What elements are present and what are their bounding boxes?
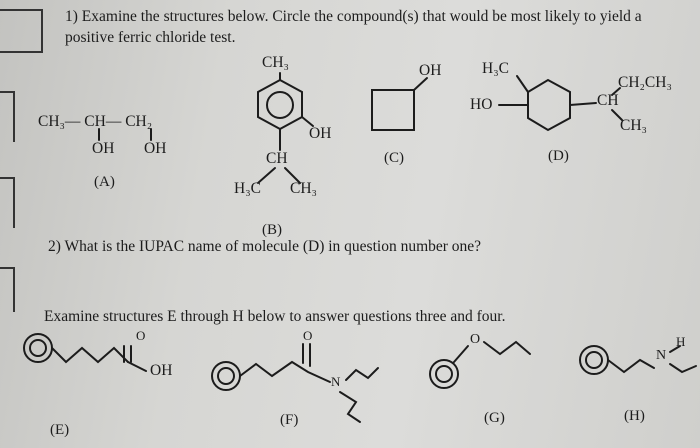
struct-f-n-ethyl <box>340 392 360 422</box>
struct-c-bond-oh <box>414 78 427 90</box>
instruction-e-through-h: Examine structures E through H below to answer questions three and four. <box>44 308 506 325</box>
struct-h-bond-h <box>670 346 680 352</box>
struct-e-aromatic-circle <box>30 340 46 356</box>
struct-f-n-propyl <box>346 368 378 380</box>
question-1-line-2: positive ferric chloride test. <box>65 29 236 46</box>
struct-h-aromatic-circle <box>586 352 602 368</box>
struct-b-bond-right <box>285 168 300 183</box>
struct-f-aromatic-circle <box>218 368 234 384</box>
struct-g-o: O <box>470 332 481 347</box>
struct-c-oh: OH <box>419 62 442 79</box>
struct-a-chain: CH₃— CH— CH₂ <box>38 113 153 130</box>
struct-e-oh: OH <box>150 362 173 379</box>
struct-d-bond-methyl <box>612 110 622 120</box>
struct-b-ch3-top: CH₃ <box>262 54 289 71</box>
struct-c-label: (C) <box>384 150 404 166</box>
struct-b-bond-oh <box>302 117 313 126</box>
struct-b-benzene-ring <box>258 80 302 129</box>
struct-f-chain <box>240 362 330 382</box>
struct-d-bond-ch3 <box>517 76 528 92</box>
struct-a-oh-1: OH <box>92 140 115 157</box>
struct-c-ring <box>372 90 414 130</box>
struct-h-label: (H) <box>624 408 645 424</box>
struct-e-o: O <box>136 328 146 343</box>
struct-b-ch: CH <box>266 150 288 167</box>
struct-h-benzene-ring <box>580 346 608 374</box>
struct-b-oh: OH <box>309 125 332 142</box>
struct-b-label: (B) <box>262 222 282 238</box>
struct-d-bond-ch <box>570 103 596 105</box>
struct-d-label: (D) <box>548 148 569 164</box>
struct-h-h: H <box>676 334 686 349</box>
struct-h-chain <box>608 360 654 372</box>
struct-e-benzene-ring <box>24 334 52 362</box>
struct-d-bond-ethyl <box>612 88 620 95</box>
struct-g-chain <box>484 342 530 354</box>
struct-a-label: (A) <box>94 174 115 190</box>
struct-d-h3c: H₃C <box>482 60 509 77</box>
struct-f-o: O <box>303 328 313 343</box>
struct-g-label: (G) <box>484 410 505 426</box>
struct-d-ho: HO <box>470 96 493 113</box>
struct-e-label: (E) <box>50 422 70 438</box>
question-1-line-1: 1) Examine the structures below. Circle the compound(s) that would be most likely to yield a <box>65 8 642 25</box>
struct-b-ch3: CH₃ <box>290 180 317 197</box>
struct-a-oh-2: OH <box>144 140 167 157</box>
struct-g-bond-o <box>454 346 468 362</box>
struct-b-h3c: H₃C <box>234 180 261 197</box>
struct-f-benzene-ring <box>212 362 240 390</box>
struct-g-benzene-ring <box>430 360 458 388</box>
struct-g-aromatic-circle <box>436 366 452 382</box>
struct-h-n: N <box>656 348 667 363</box>
struct-h-n-ethyl <box>670 364 696 372</box>
struct-d-ch: CH <box>597 92 619 109</box>
struct-d-ch3: CH₃ <box>620 117 647 134</box>
struct-b-aromatic-circle <box>267 92 293 118</box>
question-2: 2) What is the IUPAC name of molecule (D) in question number one? <box>48 238 482 255</box>
struct-e-bond-oh <box>128 362 146 371</box>
struct-b-bond-left <box>258 168 275 183</box>
struct-e-chain <box>52 348 128 362</box>
struct-d-ring <box>528 80 570 130</box>
struct-f-label: (F) <box>280 412 299 428</box>
struct-d-ch2ch3: CH₂CH₃ <box>618 74 672 91</box>
struct-f-n: N <box>331 374 341 389</box>
